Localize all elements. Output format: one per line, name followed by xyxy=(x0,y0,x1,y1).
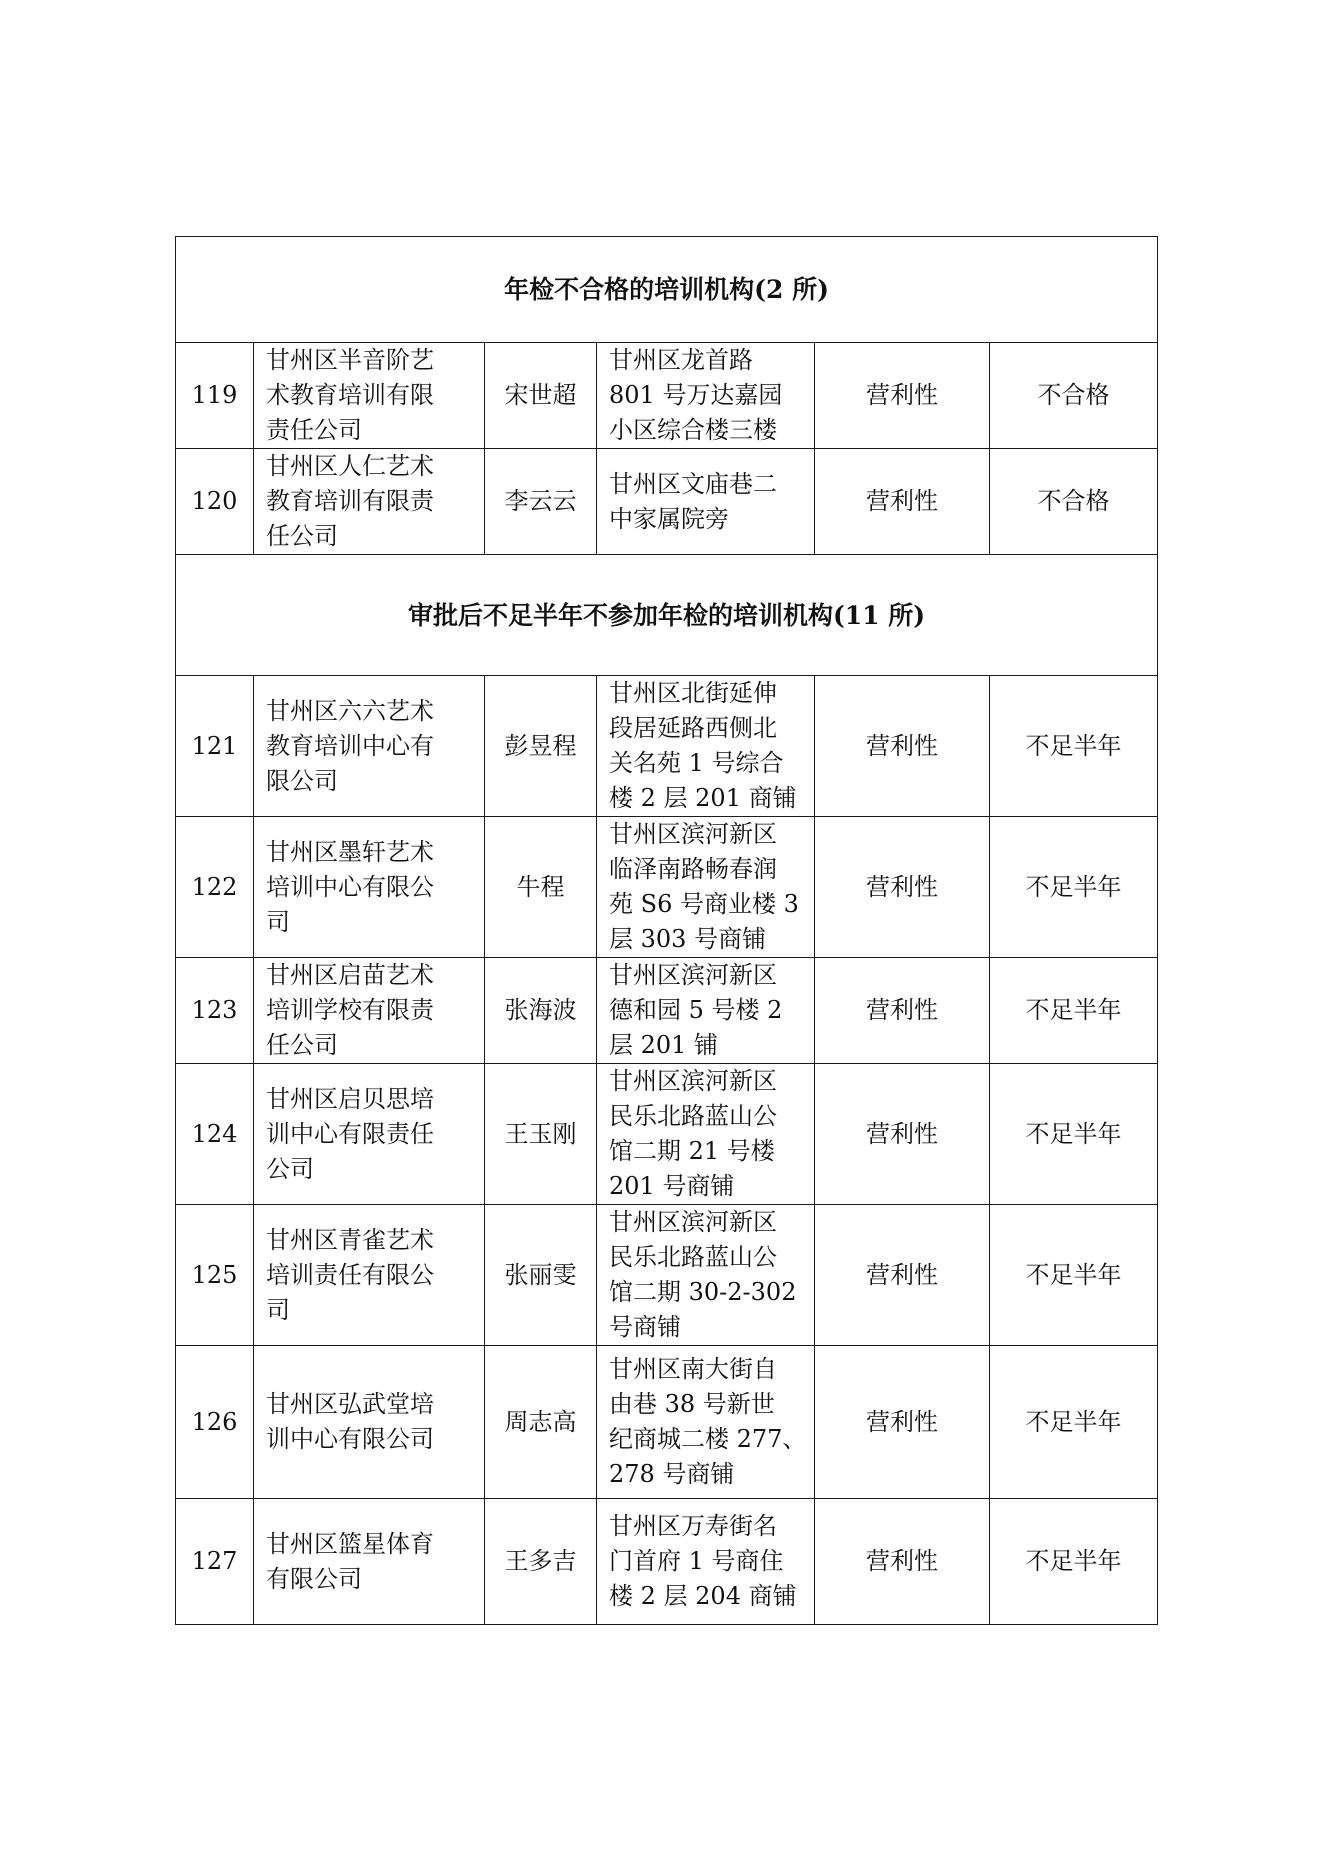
row-number: 124 xyxy=(176,1064,254,1205)
inspection-result: 不足半年 xyxy=(990,676,1158,817)
table-row xyxy=(176,343,1158,449)
inspection-result: 不足半年 xyxy=(990,817,1158,958)
inspection-result: 不足半年 xyxy=(990,1205,1158,1346)
row-number: 125 xyxy=(176,1205,254,1346)
inspection-result: 不足半年 xyxy=(990,1499,1158,1625)
inspection-result: 不足半年 xyxy=(990,958,1158,1064)
institution-type: 营利性 xyxy=(815,1346,990,1499)
legal-representative: 周志高 xyxy=(485,1346,597,1499)
institution-type: 营利性 xyxy=(815,958,990,1064)
table-row xyxy=(176,1499,1158,1625)
institution-type: 营利性 xyxy=(815,1205,990,1346)
institution-name: 甘州区半音阶艺 术教育培训有限 责任公司 xyxy=(254,343,485,449)
section-header-row xyxy=(176,237,1158,343)
table-row xyxy=(176,449,1158,555)
row-number: 123 xyxy=(176,958,254,1064)
row-number: 119 xyxy=(176,343,254,449)
institution-address: 甘州区滨河新区 德和园 5 号楼 2 层 201 铺 xyxy=(597,958,815,1064)
legal-representative: 张海波 xyxy=(485,958,597,1064)
legal-representative: 李云云 xyxy=(485,449,597,555)
institution-type: 营利性 xyxy=(815,449,990,555)
institution-name: 甘州区六六艺术 教育培训中心有 限公司 xyxy=(254,676,485,817)
institution-address: 甘州区文庙巷二 中家属院旁 xyxy=(597,449,815,555)
legal-representative: 王多吉 xyxy=(485,1499,597,1625)
row-number: 126 xyxy=(176,1346,254,1499)
institution-name: 甘州区篮星体育 有限公司 xyxy=(254,1499,485,1625)
institution-name: 甘州区墨轩艺术 培训中心有限公 司 xyxy=(254,817,485,958)
legal-representative: 张丽雯 xyxy=(485,1205,597,1346)
section-header-row xyxy=(176,555,1158,676)
legal-representative: 王玉刚 xyxy=(485,1064,597,1205)
institution-address: 甘州区南大街自 由巷 38 号新世 纪商城二楼 277、 278 号商铺 xyxy=(597,1346,815,1499)
institution-address: 甘州区万寿街名 门首府 1 号商住 楼 2 层 204 商铺 xyxy=(597,1499,815,1625)
institution-address: 甘州区滨河新区 民乐北路蓝山公 馆二期 21 号楼 201 号商铺 xyxy=(597,1064,815,1205)
institution-type: 营利性 xyxy=(815,1064,990,1205)
table-row xyxy=(176,1064,1158,1205)
institution-address: 甘州区龙首路 801 号万达嘉园 小区综合楼三楼 xyxy=(597,343,815,449)
row-number: 122 xyxy=(176,817,254,958)
institution-address: 甘州区滨河新区 临泽南路畅春润 苑 S6 号商业楼 3 层 303 号商铺 xyxy=(597,817,815,958)
inspection-result: 不足半年 xyxy=(990,1064,1158,1205)
institution-name: 甘州区启苗艺术 培训学校有限责 任公司 xyxy=(254,958,485,1064)
institution-type: 营利性 xyxy=(815,1499,990,1625)
section-title: 年检不合格的培训机构(2 所) xyxy=(176,237,1158,343)
inspection-result: 不足半年 xyxy=(990,1346,1158,1499)
legal-representative: 彭昱程 xyxy=(485,676,597,817)
institution-address: 甘州区北街延伸 段居延路西侧北 关名苑 1 号综合 楼 2 层 201 商铺 xyxy=(597,676,815,817)
legal-representative: 牛程 xyxy=(485,817,597,958)
institution-name: 甘州区弘武堂培 训中心有限公司 xyxy=(254,1346,485,1499)
institution-type: 营利性 xyxy=(815,817,990,958)
table-row xyxy=(176,817,1158,958)
table-row xyxy=(176,1205,1158,1346)
institution-address: 甘州区滨河新区 民乐北路蓝山公 馆二期 30-2-302 号商铺 xyxy=(597,1205,815,1346)
institution-name: 甘州区青雀艺术 培训责任有限公 司 xyxy=(254,1205,485,1346)
row-number: 121 xyxy=(176,676,254,817)
inspection-result: 不合格 xyxy=(990,343,1158,449)
table-row xyxy=(176,1346,1158,1499)
table-row xyxy=(176,676,1158,817)
institution-name: 甘州区人仁艺术 教育培训有限责 任公司 xyxy=(254,449,485,555)
institution-type: 营利性 xyxy=(815,676,990,817)
row-number: 127 xyxy=(176,1499,254,1625)
row-number: 120 xyxy=(176,449,254,555)
legal-representative: 宋世超 xyxy=(485,343,597,449)
institution-table xyxy=(175,236,1158,1625)
inspection-result: 不合格 xyxy=(990,449,1158,555)
institution-name: 甘州区启贝思培 训中心有限责任 公司 xyxy=(254,1064,485,1205)
table-row xyxy=(176,958,1158,1064)
section-title: 审批后不足半年不参加年检的培训机构(11 所) xyxy=(176,555,1158,676)
institution-type: 营利性 xyxy=(815,343,990,449)
